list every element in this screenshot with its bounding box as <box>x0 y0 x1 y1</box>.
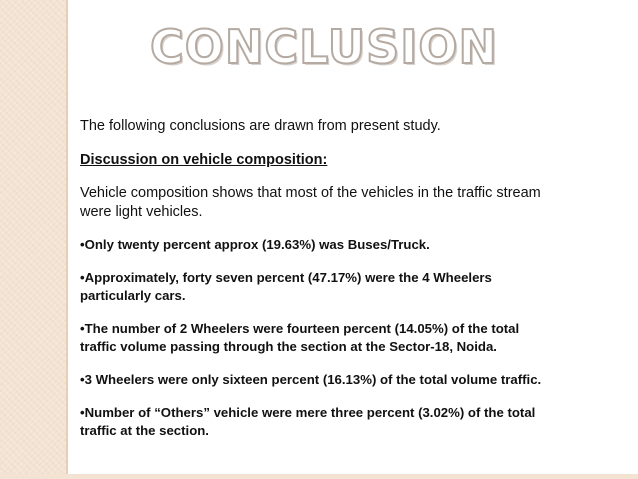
bullet-4-wheelers <box>80 269 600 305</box>
bullet-line: •Approximately, forty seven percent (47.17%) were the 4 Wheelers <box>80 270 492 285</box>
paragraph-line: Vehicle composition shows that most of the vehicles in the traffic stream <box>80 185 541 201</box>
paragraph-line: were light vehicles. <box>80 204 203 220</box>
bullet-line: •3 Wheelers were only sixteen percent (16.13%) of the total volume traffic. <box>80 372 542 387</box>
decorative-left-band <box>0 0 66 479</box>
bullet-line: traffic volume passing through the section at the Sector-18, Noida. <box>80 339 497 354</box>
slide-title: CONCLUSION <box>150 20 498 74</box>
bottom-decorative-strip <box>0 474 638 479</box>
bullet-buses-truck <box>80 236 600 254</box>
slide-content <box>80 117 600 455</box>
bullet-3-wheelers <box>80 371 600 389</box>
section-heading: Discussion on vehicle composition: <box>80 152 328 168</box>
bullet-line: •Number of “Others” vehicle were mere three percent (3.02%) of the total <box>80 405 536 420</box>
bullet-line: particularly cars. <box>80 288 186 303</box>
bullet-line: •Only twenty percent approx (19.63%) was Buses/Truck. <box>80 237 430 252</box>
intro-text: The following conclusions are drawn from present study. <box>80 118 441 134</box>
bullet-line: traffic at the section. <box>80 423 209 438</box>
bullet-2-wheelers <box>80 320 600 356</box>
composition-paragraph <box>80 184 600 222</box>
bullet-others <box>80 404 600 440</box>
bullet-line: •The number of 2 Wheelers were fourteen percent (14.05%) of the total <box>80 321 520 336</box>
band-edge-divider <box>66 0 68 479</box>
